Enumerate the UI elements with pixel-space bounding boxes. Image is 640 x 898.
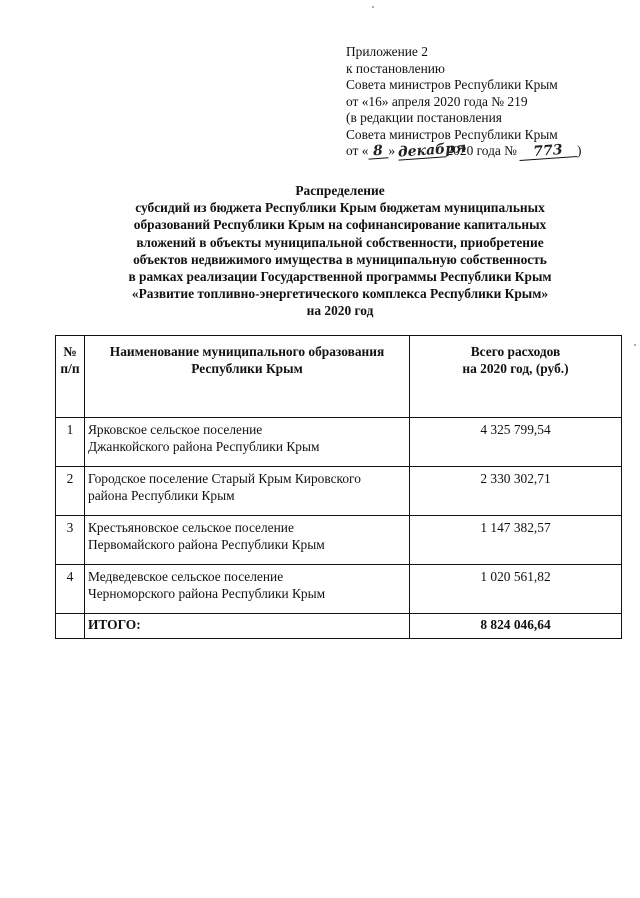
row-num: 4: [56, 565, 85, 614]
title-line: Распределение: [295, 183, 385, 198]
row-name-line: Джанкойского района Республики Крым: [88, 438, 320, 454]
handwritten-day: 8: [368, 143, 389, 159]
document-title: [60, 182, 620, 320]
header-sum-line: Всего расходов: [470, 344, 561, 359]
paren-close: ): [576, 143, 582, 158]
row-name-line: Крестьяновское сельское поселение: [88, 520, 294, 535]
appendix-line: Приложение 2: [346, 44, 428, 59]
amendment-year: 2020 года №: [446, 143, 517, 158]
header-name-line: Республики Крым: [191, 360, 303, 376]
header-num-line: п/п: [60, 360, 80, 376]
scan-speck: [634, 344, 636, 346]
appendix-line: от «16» апреля 2020 года № 219: [346, 93, 528, 109]
row-name-line: района Республики Крым: [88, 487, 235, 503]
header-name-line: Наименование муниципального образования: [109, 344, 385, 359]
table-row: [56, 516, 622, 565]
header-sum-line: на 2020 год, (руб.): [462, 360, 569, 376]
table-header-row: [56, 336, 622, 418]
header-name: [85, 336, 410, 418]
title-line: «Развитие топливно-энергетического комплекса Республики Крым»: [131, 286, 549, 302]
table-total-row: [56, 614, 622, 639]
appendix-line: (в редакции постановления: [346, 110, 502, 125]
total-num-empty: [56, 614, 85, 639]
row-num: 2: [56, 467, 85, 516]
title-line: вложений в объекты муниципальной собственности, приобретение: [136, 234, 544, 250]
appendix-line: Совета министров Республики Крым: [346, 77, 558, 92]
row-sum: 1 147 382,57: [410, 516, 622, 565]
row-name: [85, 467, 410, 516]
table-row: [56, 467, 622, 516]
appendix-block: [346, 44, 626, 160]
row-name: [85, 565, 410, 614]
handwritten-month: декабря: [397, 139, 468, 161]
row-num: 1: [56, 418, 85, 467]
title-line: образований Республики Крым на софинансирование капитальных: [133, 217, 547, 233]
title-line: субсидий из бюджета Республики Крым бюджетам муниципальных: [135, 200, 545, 216]
quote-close: »: [388, 143, 396, 158]
title-line: в рамках реализации Государственной программы Республики Крым: [128, 269, 552, 285]
appendix-amendment-line: [346, 139, 626, 161]
table-row: [56, 418, 622, 467]
appendix-line: к постановлению: [346, 60, 445, 76]
distribution-table: [55, 335, 622, 639]
header-num-line: №: [63, 344, 77, 359]
row-sum: 4 325 799,54: [410, 418, 622, 467]
handwritten-number: 773: [519, 142, 578, 161]
row-name-line: Городское поселение Старый Крым Кировского: [88, 471, 361, 486]
total-sum: 8 824 046,64: [410, 614, 622, 639]
scan-speck: [372, 6, 374, 8]
appendix-line: Совета министров Республики Крым: [346, 126, 558, 142]
row-name-line: Первомайского района Республики Крым: [88, 536, 325, 552]
title-line: на 2020 год: [306, 303, 374, 319]
table-row: [56, 565, 622, 614]
header-sum: [410, 336, 622, 418]
row-name-line: Ярковское сельское поселение: [88, 422, 263, 437]
row-sum: 1 020 561,82: [410, 565, 622, 614]
row-num: 3: [56, 516, 85, 565]
row-name: [85, 516, 410, 565]
amendment-prefix: от «: [346, 143, 369, 158]
row-sum: 2 330 302,71: [410, 467, 622, 516]
row-name-line: Медведевское сельское поселение: [88, 569, 284, 584]
row-name: [85, 418, 410, 467]
header-num: [56, 336, 85, 418]
title-line: объектов недвижимого имущества в муниципальную собственность: [133, 251, 547, 267]
row-name-line: Черноморского района Республики Крым: [88, 585, 326, 601]
total-label: ИТОГО:: [85, 614, 410, 639]
